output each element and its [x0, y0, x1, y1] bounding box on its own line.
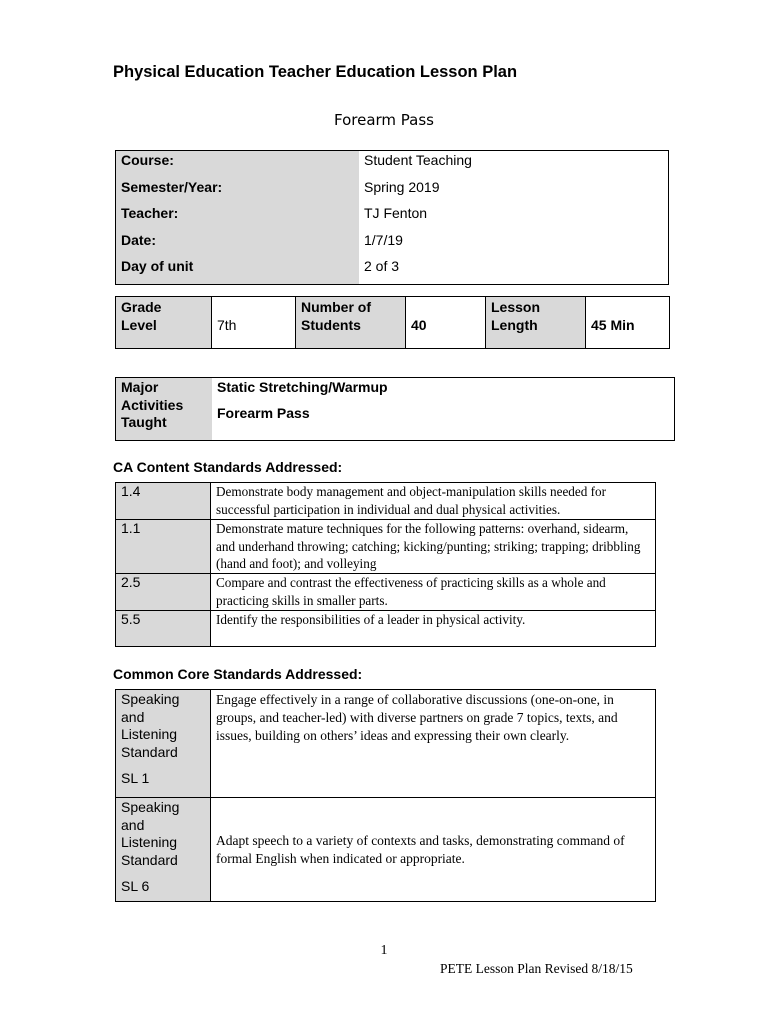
standard-code: 2.5: [116, 574, 211, 611]
standard-name: [116, 798, 211, 902]
standard-text: Engage effectively in a range of collaborative discussions (one-on-one, in groups, and teacher-led) with diverse partners on grade 7 topics, texts, and issues, building on others’ ideas and expressing their own clearly.: [211, 690, 656, 798]
lesson-length-label: [486, 297, 586, 349]
standard-name-line: Listening: [121, 834, 178, 850]
standard-text: Identify the responsibilities of a leader in physical activity.: [211, 611, 656, 647]
number-of-students-value: 40: [406, 297, 486, 349]
course-value: Student Teaching: [364, 152, 472, 168]
standard-text: Demonstrate body management and object-manipulation skills needed for successful participation in individual and dual physical activities.: [211, 483, 656, 520]
activities-list: [212, 378, 675, 441]
standard-text: Demonstrate mature techniques for the following patterns: overhand, sidearm, and underhand throwing; catching; kicking/punting; striking; trapping; dribbling (hand and foot); and volleying: [211, 520, 656, 574]
semester-value: Spring 2019: [364, 178, 440, 195]
standard-code: 1.1: [116, 520, 211, 574]
standard-name-line: Speaking: [121, 799, 180, 815]
length-label-line-1: Lesson: [491, 299, 541, 315]
footer-revision: PETE Lesson Plan Revised 8/18/15: [440, 961, 633, 976]
length-label-line-2: Length: [491, 317, 538, 333]
standard-code: SL 1: [121, 770, 150, 786]
standard-name-line: Listening: [121, 726, 178, 742]
table-row: [116, 520, 656, 574]
day-of-unit-row: [116, 257, 669, 284]
document-title: Physical Education Teacher Education Lesson Plan: [113, 63, 518, 81]
standard-name-line: Standard: [121, 743, 178, 760]
standard-name: [116, 690, 211, 798]
table-row: [116, 611, 656, 647]
date-value: 1/7/19: [364, 231, 403, 248]
teacher-row: [116, 204, 669, 231]
standard-name-line: Speaking: [121, 691, 180, 707]
date-label: Date:: [116, 231, 360, 258]
standard-text: Adapt speech to a variety of contexts and tasks, demonstrating command of formal English when indicated or appropriate.: [211, 798, 656, 902]
number-of-students-label: [296, 297, 406, 349]
lesson-length-value: 45 Min: [586, 297, 670, 349]
students-label-line-2: Students: [301, 317, 361, 333]
teacher-label: Teacher:: [116, 204, 360, 231]
activities-row: [116, 378, 675, 441]
day-of-unit-value: 2 of 3: [364, 258, 400, 275]
page-number: 1: [380, 943, 388, 958]
semester-label: Semester/Year:: [116, 178, 360, 205]
activities-label: [116, 378, 213, 441]
activities-table: [115, 377, 675, 441]
course-info-table: [115, 150, 669, 285]
standard-text: Compare and contrast the effectiveness of practicing skills as a whole and practicing skills in smaller parts.: [211, 574, 656, 611]
activity-item: Static Stretching/Warmup: [217, 379, 388, 395]
common-core-table: [115, 689, 656, 902]
grade-label-line-1: Grade: [121, 299, 162, 315]
standard-name-line: and: [121, 816, 145, 833]
common-core-heading: Common Core Standards Addressed:: [113, 666, 363, 682]
table-row: [116, 483, 656, 520]
date-row: [116, 231, 669, 258]
table-row: [116, 690, 656, 798]
activities-label-line-1: Major: [121, 379, 159, 395]
table-row: [116, 574, 656, 611]
grade-table: [115, 296, 670, 349]
standard-name-line: and: [121, 708, 145, 725]
activities-label-line-2: Activities: [121, 396, 184, 413]
grade-level-value: 7th: [212, 297, 296, 349]
course-label: Course:: [116, 151, 360, 178]
activities-label-line-3: Taught: [121, 414, 167, 430]
day-of-unit-label: Day of unit: [116, 257, 360, 284]
standard-code: 1.4: [116, 483, 211, 520]
ca-standards-table: [115, 482, 656, 647]
grade-row: [116, 297, 670, 349]
semester-row: [116, 178, 669, 205]
grade-label-line-2: Level: [121, 317, 157, 333]
course-row: [116, 151, 669, 178]
table-row: [116, 798, 656, 902]
teacher-value: TJ Fenton: [364, 205, 428, 222]
ca-standards-heading: CA Content Standards Addressed:: [113, 459, 343, 475]
students-label-line-1: Number of: [301, 299, 371, 315]
activity-item: Forearm Pass: [217, 405, 310, 421]
lesson-title: Forearm Pass: [333, 111, 434, 129]
standard-code: SL 6: [121, 878, 150, 894]
standard-code: 5.5: [116, 611, 211, 647]
standard-name-line: Standard: [121, 851, 178, 868]
grade-level-label: [116, 297, 212, 349]
